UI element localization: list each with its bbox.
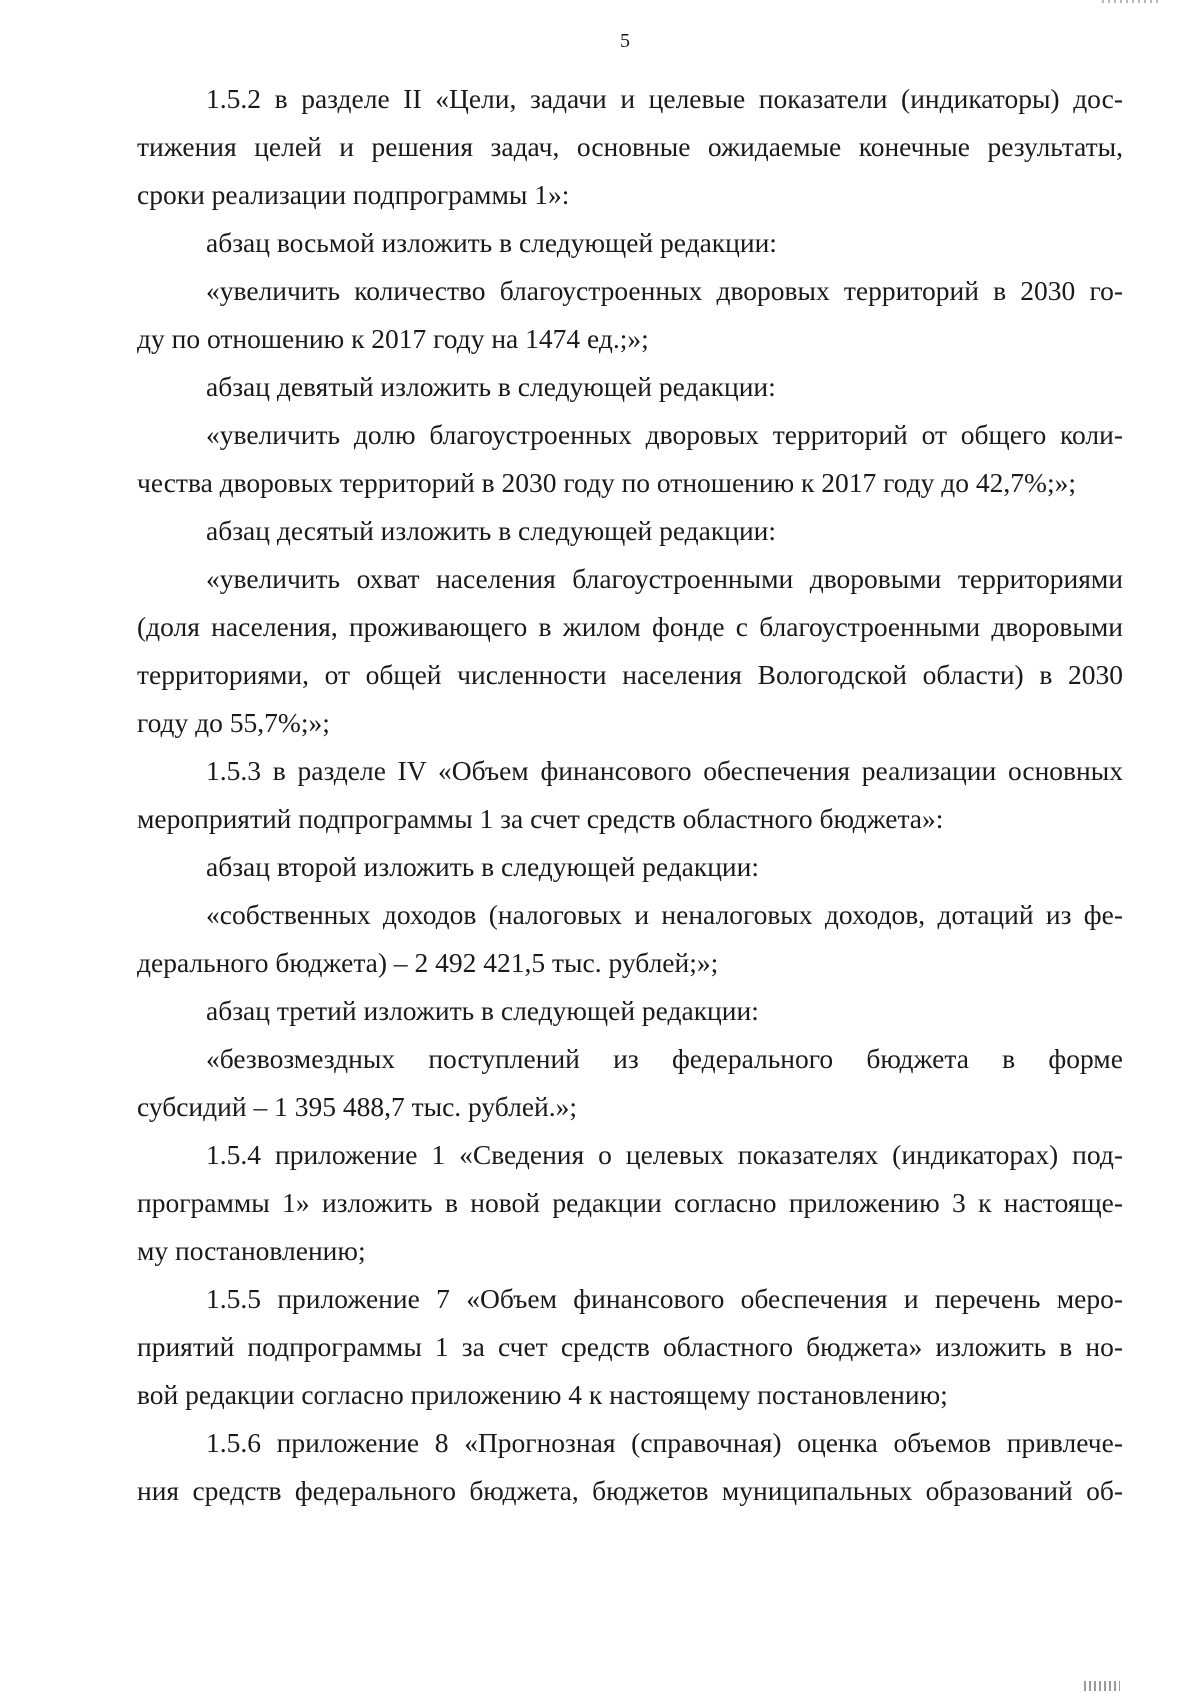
text-line: 1.5.2 в разделе II «Цели, задачи и целевые показатели (индикаторы) дос- (206, 83, 1123, 114)
text-line: «увеличить охват населения благоустроенными дворовыми территориями (206, 563, 1123, 594)
text-line: абзац третий изложить в следующей редакции: (206, 995, 759, 1026)
text-line: 1.5.3 в разделе IV «Объем финансового обеспечения реализации основных (206, 755, 1123, 786)
word: бюджета (866, 1043, 969, 1074)
text-line: 1.5.5 приложение 7 «Объем финансового обеспечения и перечень меро- (206, 1283, 1123, 1314)
text-line: ду по отношению к 2017 году на 1474 ед.;»; (137, 323, 649, 354)
document-body (137, 75, 1123, 1515)
text-line: приятий подпрограммы 1 за счет средств областного бюджета» изложить в но- (137, 1331, 1123, 1362)
text-line: абзац второй изложить в следующей редакции: (206, 851, 760, 882)
word: форме (1048, 1043, 1123, 1074)
text-line: программы 1» изложить в новой редакции согласно приложению 3 к настояще- (137, 1187, 1123, 1218)
word: из (613, 1043, 639, 1074)
text-line: му постановлению; (137, 1235, 366, 1266)
word: в (1002, 1043, 1016, 1074)
page-number: 5 (620, 30, 630, 52)
text-line: сроки реализации подпрограммы 1»: (137, 179, 570, 210)
text-line: абзац восьмой изложить в следующей редакции: (206, 227, 777, 258)
text-line: «увеличить количество благоустроенных дворовых территорий в 2030 го- (206, 275, 1123, 306)
text-line: абзац десятый изложить в следующей редакции: (206, 515, 777, 546)
text-line: «увеличить долю благоустроенных дворовых территорий от общего коли- (206, 419, 1123, 450)
text-line: тижения целей и решения задач, основные ожидаемые конечные результаты, (137, 131, 1123, 162)
scan-artifact-top (1102, 0, 1162, 3)
text-line: вой редакции согласно приложению 4 к настоящему постановлению; (137, 1379, 948, 1410)
word: «безвозмездных (206, 1043, 396, 1074)
word: федерального (671, 1043, 834, 1074)
text-line: ния средств федерального бюджета, бюджетов муниципальных образований об- (137, 1475, 1123, 1506)
text-line: субсидий – 1 395 488,7 тыс. рублей.»; (137, 1091, 578, 1122)
text-line: территориями, от общей численности населения Вологодской области) в 2030 (137, 659, 1123, 690)
text-line: году до 55,7%;»; (137, 707, 330, 738)
text-line: чества дворовых территорий в 2030 году по отношению к 2017 году до 42,7%;»; (137, 467, 1076, 498)
text-line: дерального бюджета) – 2 492 421,5 тыс. рублей;»; (137, 947, 719, 978)
text-line (137, 1035, 1123, 1083)
text-line: «собственных доходов (налоговых и неналоговых доходов, дотаций из фе- (206, 899, 1123, 930)
text-line: 1.5.4 приложение 1 «Сведения о целевых показателях (индикаторах) под- (206, 1139, 1123, 1170)
text-line: абзац девятый изложить в следующей редакции: (206, 371, 776, 402)
text-line: 1.5.6 приложение 8 «Прогнозная (справочная) оценка объемов привлече- (206, 1427, 1123, 1458)
text-line: мероприятий подпрограммы 1 за счет средств областного бюджета»: (137, 803, 944, 834)
text-line: (доля населения, проживающего в жилом фонде с благоустроенными дворовыми (137, 611, 1123, 642)
scan-artifact-bottom (1084, 1681, 1120, 1691)
word: поступлений (428, 1043, 580, 1074)
